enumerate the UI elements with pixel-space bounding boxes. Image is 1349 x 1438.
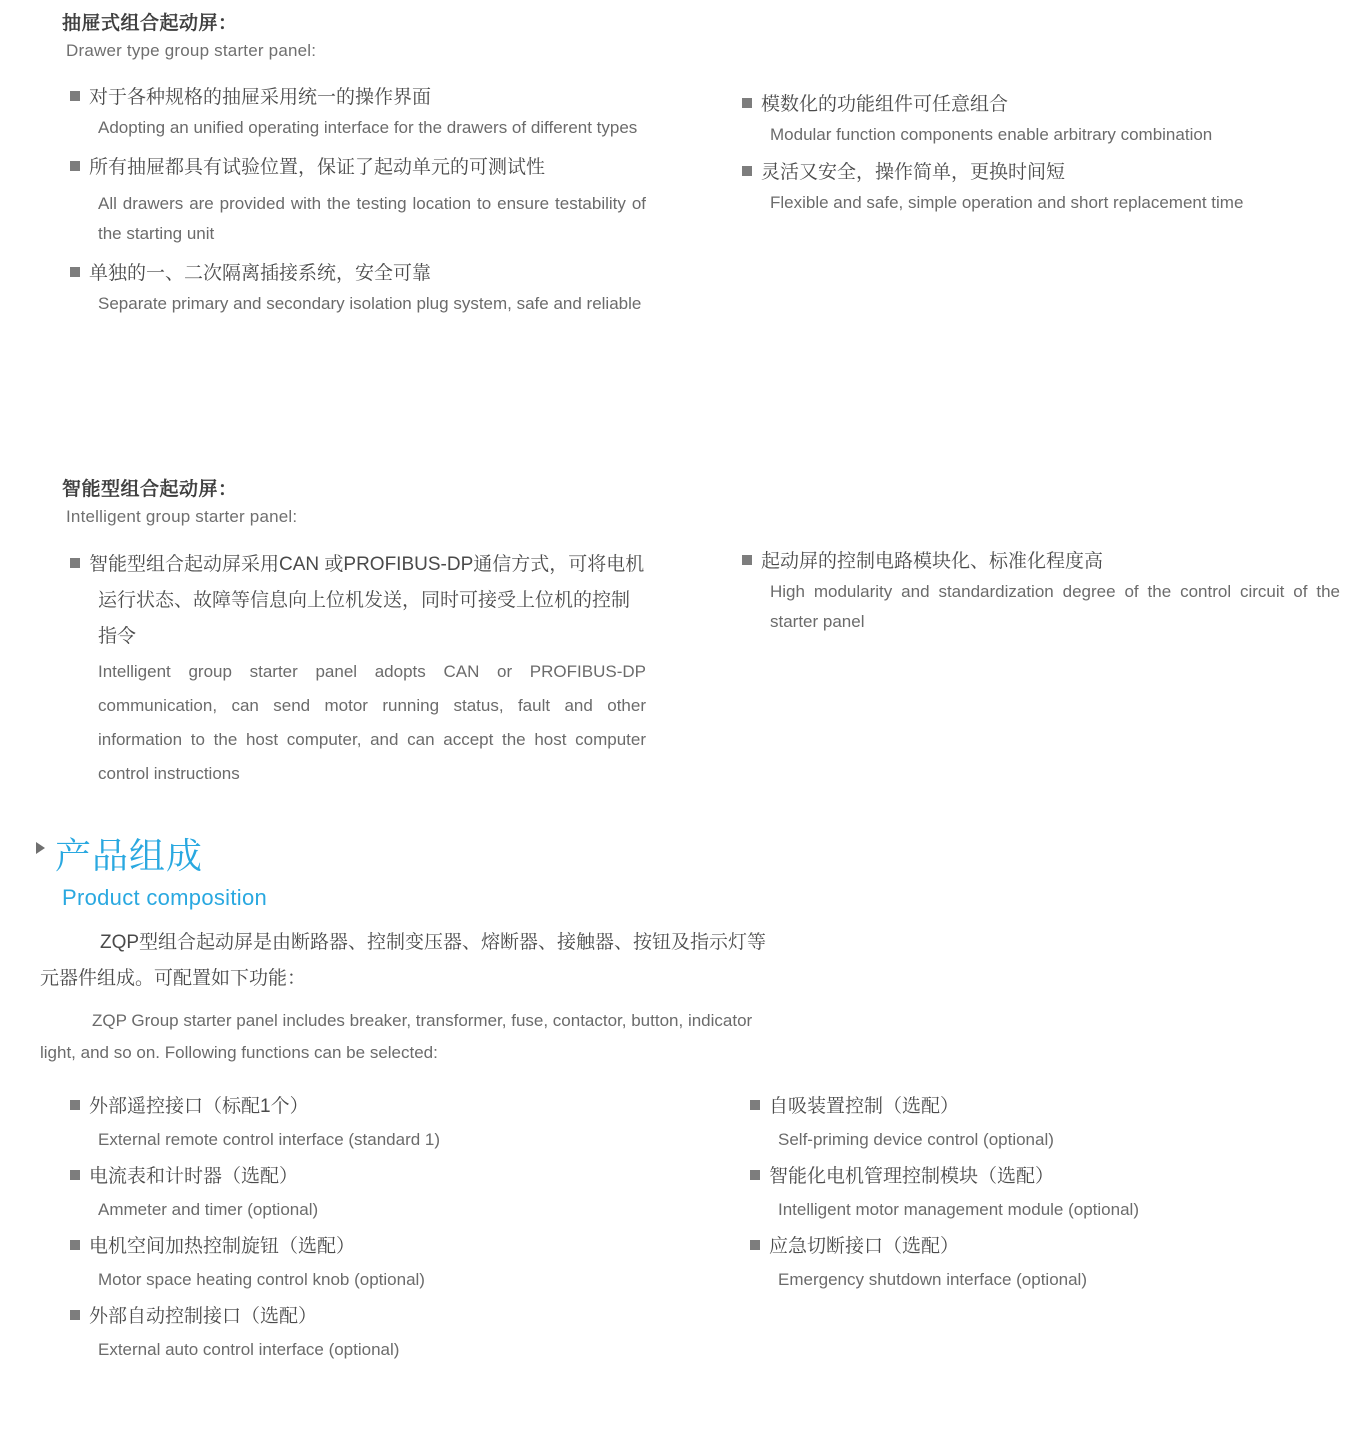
- intelligent-section-title-cn: 智能型组合起动屏：: [62, 479, 238, 500]
- drawer-section-title-cn: 抽屉式组合起动屏：: [62, 13, 238, 34]
- list-item: [742, 1230, 1342, 1296]
- list-item-cn: 对于各种规格的抽屉采用统一的操作界面: [70, 83, 647, 113]
- list-item-cn: 起动屏的控制电路模块化、标准化程度高: [742, 547, 1322, 577]
- intelligent-section-left-column: [62, 474, 647, 791]
- drawer-section-right-column: [742, 88, 1322, 218]
- square-bullet-icon: [70, 1100, 80, 1110]
- list-item: [742, 1090, 1342, 1156]
- list-item-cn: 外部遥控接口（标配1个）: [70, 1090, 682, 1124]
- list-item-en: Flexible and safe, simple operation and short replacement time: [770, 193, 1244, 212]
- square-bullet-icon: [750, 1240, 760, 1250]
- list-item-en: External remote control interface (standard 1): [98, 1130, 441, 1149]
- list-item-cn: 智能化电机管理控制模块（选配）: [750, 1160, 1342, 1194]
- list-item-en: Emergency shutdown interface (optional): [778, 1270, 1087, 1289]
- list-item-en: Separate primary and secondary isolation plug system, safe and reliable: [98, 294, 642, 313]
- section-heading-en: Product composition: [62, 885, 268, 910]
- composition-features-left-column: [62, 1090, 682, 1370]
- list-item-cn: 灵活又安全，操作简单，更换时间短: [742, 158, 1322, 188]
- list-item-en: High modularity and standardization degree of the control circuit of the starter panel: [770, 582, 1340, 631]
- drawer-section-left-column: [62, 8, 647, 319]
- list-item-en: All drawers are provided with the testing location to ensure testability of the starting unit: [98, 194, 646, 243]
- paragraph-cn-line-2: 元器件组成。可配置如下功能：: [40, 968, 307, 989]
- list-item-en: External auto control interface (optional): [98, 1340, 400, 1359]
- list-item: [62, 259, 647, 319]
- paragraph-en-line-1: ZQP Group starter panel includes breaker, transformer, fuse, contactor, button, indicator: [92, 1011, 753, 1030]
- square-bullet-icon: [70, 1310, 80, 1320]
- composition-paragraph: [40, 925, 892, 1069]
- square-bullet-icon: [70, 558, 80, 568]
- list-item-en: Motor space heating control knob (optional): [98, 1270, 425, 1289]
- list-item-cn: 电流表和计时器（选配）: [70, 1160, 682, 1194]
- square-bullet-icon: [70, 1170, 80, 1180]
- intelligent-section-title-en: Intelligent group starter panel:: [66, 507, 298, 526]
- list-item-cn: 外部自动控制接口（选配）: [70, 1300, 682, 1334]
- list-item: [62, 1230, 682, 1296]
- list-item: [62, 1300, 682, 1366]
- list-item-en: Self-priming device control (optional): [778, 1130, 1054, 1149]
- list-item: [742, 90, 1322, 150]
- triangle-marker-icon: [36, 842, 45, 854]
- list-item-cn: 单独的一、二次隔离插接系统，安全可靠: [70, 259, 647, 289]
- list-item-en: Intelligent motor management module (optional): [778, 1200, 1139, 1219]
- list-item-cn: 自吸装置控制（选配）: [750, 1090, 1342, 1124]
- list-item: [62, 83, 647, 143]
- paragraph-cn-line-1: ZQP型组合起动屏是由断路器、控制变压器、熔断器、接触器、按钮及指示灯等: [100, 932, 767, 953]
- square-bullet-icon: [750, 1100, 760, 1110]
- list-item: [742, 1160, 1342, 1226]
- list-item-cn: 所有抽屉都具有试验位置，保证了起动单元的可测试性: [70, 153, 647, 183]
- list-item-en: Modular function components enable arbitrary combination: [770, 125, 1213, 144]
- list-item-cn: 电机空间加热控制旋钮（选配）: [70, 1230, 682, 1264]
- list-item: [62, 1160, 682, 1226]
- square-bullet-icon: [70, 161, 80, 171]
- paragraph-en-line-2: light, and so on. Following functions can be selected:: [40, 1043, 438, 1062]
- list-item-en: Adopting an unified operating interface for the drawers of different types: [98, 118, 638, 137]
- square-bullet-icon: [742, 166, 752, 176]
- square-bullet-icon: [70, 1240, 80, 1250]
- list-item: [62, 153, 647, 249]
- list-item-en: Intelligent group starter panel adopts CAN or PROFIBUS-DP communication, can send motor running status, fault and other information to the host computer, and can accept the host computer control instructions: [98, 662, 646, 783]
- square-bullet-icon: [742, 555, 752, 565]
- list-item: [742, 547, 1340, 637]
- section-heading-cn: 产品组成: [55, 835, 204, 876]
- intelligent-section-right-column: [742, 545, 1340, 637]
- list-item-en: Ammeter and timer (optional): [98, 1200, 319, 1219]
- list-item: [62, 547, 647, 791]
- square-bullet-icon: [70, 267, 80, 277]
- square-bullet-icon: [70, 91, 80, 101]
- drawer-section-title-en: Drawer type group starter panel:: [66, 41, 317, 60]
- list-item-cn: 应急切断接口（选配）: [750, 1230, 1342, 1264]
- square-bullet-icon: [750, 1170, 760, 1180]
- square-bullet-icon: [742, 98, 752, 108]
- list-item: [62, 1090, 682, 1156]
- list-item: [742, 158, 1322, 218]
- list-item-cn: 智能型组合起动屏采用CAN 或PROFIBUS-DP通信方式，可将电机运行状态、故障等信息向上位机发送，同时可接受上位机的控制指令: [70, 547, 647, 655]
- section-heading-product-composition: [36, 828, 736, 911]
- list-item-cn: 模数化的功能组件可任意组合: [742, 90, 1322, 120]
- composition-features-right-column: [742, 1090, 1342, 1300]
